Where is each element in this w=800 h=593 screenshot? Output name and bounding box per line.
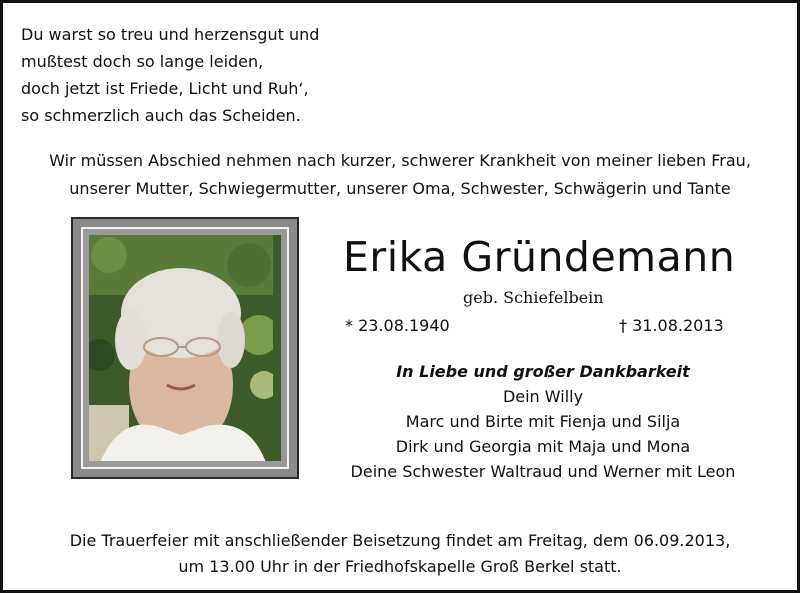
funeral-line: um 13.00 Uhr in der Friedhofskapelle Groß Berkel statt.	[178, 557, 622, 576]
intro-line: Wir müssen Abschied nehmen nach kurzer, schwerer Krankheit von meiner lieben Frau,	[49, 151, 751, 170]
portrait-mat	[81, 227, 289, 469]
intro-text	[3, 147, 797, 203]
poem-line: mußtest doch so lange leiden,	[21, 52, 264, 71]
mourner-line: Marc und Birte mit Fienja und Silja	[405, 412, 681, 431]
portrait-photo	[89, 235, 281, 461]
mourners-lead: In Liebe und großer Dankbarkeit	[396, 362, 690, 381]
mourners-list	[333, 359, 753, 484]
poem-line: doch jetzt ist Friede, Licht und Ruh‘,	[21, 79, 309, 98]
funeral-notice	[3, 528, 797, 580]
portrait-image	[89, 235, 273, 461]
poem	[21, 21, 319, 129]
poem-line: so schmerzlich auch das Scheiden.	[21, 106, 301, 125]
mourner-line: Dein Willy	[502, 387, 584, 406]
death-date: † 31.08.2013	[619, 316, 724, 335]
funeral-line: Die Trauerfeier mit anschließender Beisetzung findet am Freitag, dem 06.09.2013,	[69, 531, 731, 550]
birth-date: * 23.08.1940	[345, 316, 450, 335]
poem-line: Du warst so treu und herzensgut und	[21, 25, 320, 44]
deceased-name: Erika Gründemann	[343, 233, 736, 281]
mourner-line: Deine Schwester Waltraud und Werner mit Leon	[350, 462, 736, 481]
portrait-frame	[71, 217, 299, 479]
intro-line: unserer Mutter, Schwiegermutter, unserer Oma, Schwester, Schwägerin und Tante	[69, 179, 731, 198]
mourner-line: Dirk und Georgia mit Maja und Mona	[395, 437, 691, 456]
maiden-name: geb. Schiefelbein	[463, 288, 604, 307]
